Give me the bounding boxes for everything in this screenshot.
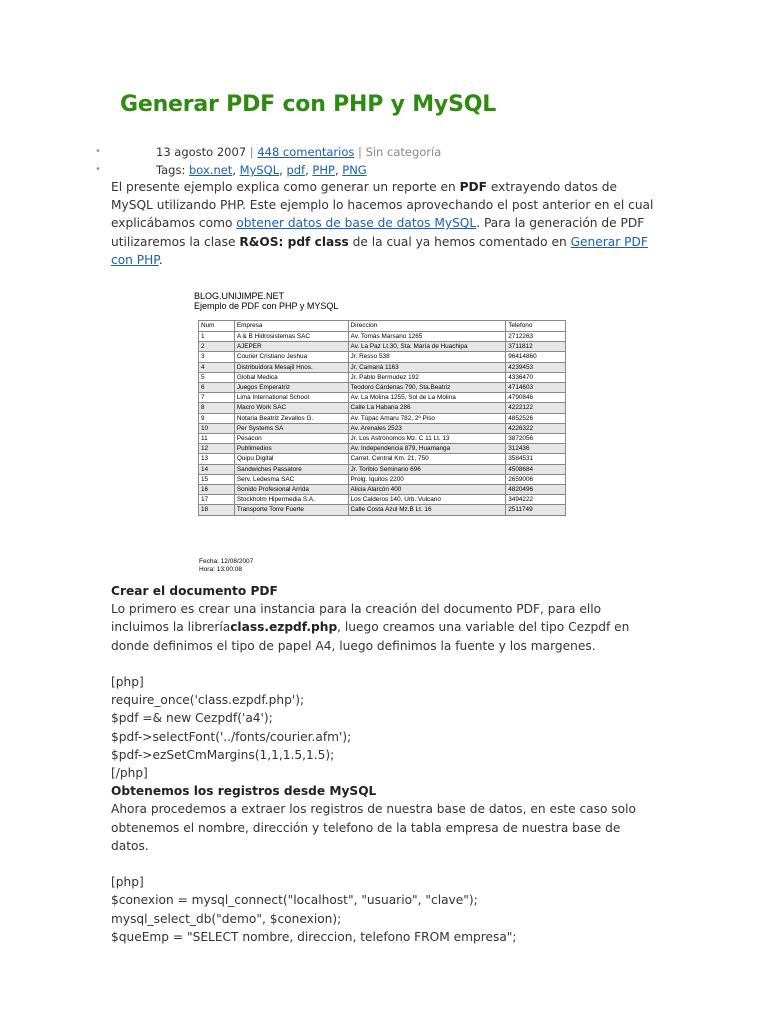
post-title: Generar PDF con PHP y MySQL [120,92,497,117]
table-row [199,495,566,505]
tag-separator: , [334,163,343,177]
table-row [199,413,566,423]
empresa-table [198,320,566,516]
table-cell: 18 [199,505,235,515]
tag-link-mysql[interactable]: MySQL [239,163,280,177]
table-cell: 96414860 [506,352,566,362]
table-cell: Jr. Resso 538 [348,352,506,362]
col-header: Telefono [506,321,566,332]
table-cell: 312436 [506,444,566,454]
table-cell: 2 [199,342,235,352]
col-header: Direccion [348,321,506,332]
code-line: $queEmp = "SELECT nombre, direccion, telefono FROM empresa"; [111,929,517,944]
table-cell: 4790846 [506,393,566,403]
table-cell: Notaria Beatriz Zevallos G. [234,413,348,423]
table-cell: Alicia Alarcón 400 [348,485,506,495]
meta-separator: | [358,145,362,159]
intro-text: extrayendo datos de MySQL utilizando PHP. Este ejemplo lo hacemos aprovechando el post anterior en el cual explicábamos como [111,180,654,231]
table-row [199,454,566,464]
table-cell: Stockholm Hipermedia S.A. [234,495,348,505]
table-cell: 15 [199,474,235,484]
table-cell: 7 [199,393,235,403]
section-heading-crear: Crear el documento PDF [111,584,278,598]
bullet-icon: • [95,146,101,157]
table-cell: Calle Costa Azul Mz.B Lt. 16 [348,505,506,515]
table-cell: Juegos Emperatriz [234,383,348,393]
table-cell: 3494222 [506,495,566,505]
figure-date: Fecha: 12/08/2007 [199,558,254,565]
table-cell: 10 [199,423,235,433]
link-generar-pdf[interactable]: Generar PDF con PHP [111,234,648,267]
table-cell: Jr. Camaná 1163 [348,362,506,372]
table-cell: 3872056 [506,434,566,444]
table-cell: 6 [199,383,235,393]
tag-link-box-net[interactable]: box.net [189,163,233,177]
table-cell: 3584531 [506,454,566,464]
table-cell: Serv. Ledesma SAC [234,474,348,484]
table-row [199,332,566,342]
tag-link-png[interactable]: PNG [342,163,367,177]
table-cell: 5 [199,372,235,382]
tag-separator: , [305,163,313,177]
table-cell: 4239453 [506,362,566,372]
section1-bold: class.ezpdf.php [230,620,338,635]
section-heading-obtenemos: Obtenemos los registros desde MySQL [111,784,377,799]
table-cell: Jr. Los Astrónomos Mz. C 11 Lt. 13 [348,434,506,444]
code-line: [/php] [111,766,148,781]
table-cell: Macro Work SAC [234,403,348,413]
table-cell: 4226322 [506,423,566,433]
table-cell: 12 [199,444,235,454]
table-cell: 2712263 [506,332,566,342]
table-cell: Transporte Torre Fuerte [234,505,348,515]
code-line: $pdf->selectFont('../fonts/courier.afm'); [111,729,352,744]
table-cell: Publimedios [234,444,348,454]
table-cell: Av. Túpac Amaru 782, 2º Piso [348,413,506,423]
table-cell: Carret. Central Km. 21, 750 [348,454,506,464]
code-line: [php] [111,675,144,689]
table-cell: Av. Independencia 879, Huamanga [348,444,506,454]
table-cell: Pesacon [234,434,348,444]
table-cell: 17 [199,495,235,505]
table-cell: A & B Hidrosistemas SAC [234,332,348,342]
figure-header [194,291,572,311]
table-cell: 3711812 [506,342,566,352]
table-cell: Jr. Toribio Seminario 696 [348,464,506,474]
code-line: $pdf->ezSetCmMargins(1,1,1.5,1.5); [111,747,335,762]
table-cell: 1 [199,332,235,342]
table-cell: 16 [199,485,235,495]
table-row [199,372,566,382]
code-line: $pdf =& new Cezpdf('a4'); [111,711,273,726]
code-line: require_once('class.ezpdf.php'); [111,693,305,708]
code-line: [php] [111,875,144,890]
table-cell: 13 [199,454,235,464]
meta-separator: | [249,145,254,159]
intro-text: . Para la generación de PDF utilizaremos la clase [111,216,645,249]
intro-text: El presente ejemplo explica como generar un reporte en [111,180,460,194]
figure-header-site: BLOG.UNIJIMPE.NET [194,291,285,301]
table-cell: 4820496 [506,485,566,495]
table-cell: Lima International School [234,393,348,403]
post-category: Sin categoría [365,145,442,159]
intro-text: de la cual ya hemos comentado en [348,234,571,249]
table-cell: Global Medica [234,372,348,382]
table-cell: Courier Cristiano Jeshua [234,352,348,362]
section1-text: , luego creamos una variable del tipo Cezpdf en donde definimos el tipo de papel A4, luego definimos la fuente y los margenes. [111,620,630,653]
intro-paragraph [111,178,656,269]
comments-link[interactable]: 448 comentarios [257,145,355,159]
table-cell: Jr. Pablo Bermudez 192 [348,372,506,382]
table-cell: Distribuidora Mesajil Hnos. [234,362,348,372]
table-row [199,474,566,484]
table-header-row [199,321,566,332]
table-cell: 4852526 [506,413,566,423]
table-row [199,485,566,495]
table-row [199,423,566,433]
col-header: Num [199,321,235,332]
section2-paragraph: Ahora procedemos a extraer los registros de nuestra base de datos, en este caso solo obtenemos el nombre, dirección y telefono de la tabla empresa de nuestra base de datos. [111,802,636,853]
table-row [199,383,566,393]
link-obtener-datos[interactable]: obtener datos de base de datos MySQL [236,216,477,231]
tags-label: Tags: [156,163,186,177]
table-row [199,434,566,444]
code-line: mysql_select_db("demo", $conexion); [111,911,342,926]
pdf-report-image [194,291,572,580]
table-row [199,342,566,352]
table-cell: Av. La Paz Lt.30, Sta. María de Huachipa [348,342,506,352]
intro-text: . [158,252,163,267]
tag-separator: , [232,163,240,177]
table-body [199,332,566,516]
table-row [199,464,566,474]
tag-separator: , [279,163,287,177]
bullet-icon: • [95,164,101,175]
table-cell: Quipu Digital [234,454,348,464]
post-content-continued [111,582,656,946]
section1-paragraph [111,600,656,655]
table-cell: 14 [199,464,235,474]
table-cell: 4508684 [506,464,566,474]
table-cell: AJEPER [234,342,348,352]
tag-link-php[interactable]: PHP [312,163,335,177]
post-date: 13 agosto 2007 [156,145,247,159]
table-cell: 4222122 [506,403,566,413]
table-cell: Los Calderos 140, Urb. Vulcano [348,495,506,505]
figure-footer [199,558,253,574]
table-cell: 2659006 [506,474,566,484]
table-cell: Prolg. Iquitos 2200 [348,474,506,484]
table-cell: Av. La Molina 1255, Sol de La Molina [348,393,506,403]
section1-text: Lo primero es crear una instancia para la creación del documento PDF, para ello incluimos la librería [111,602,602,635]
table-cell: Sandwiches Passatore [234,464,348,474]
table-row [199,362,566,372]
table-cell: 4714603 [506,383,566,393]
table-row [199,403,566,413]
table-cell: Sonido Profesional Arrida [234,485,348,495]
table-row [199,393,566,403]
table-cell: 9 [199,413,235,423]
code-line: $conexion = mysql_connect("localhost", "usuario", "clave"); [111,893,478,908]
post-content [111,178,656,269]
figure-header-subtitle: Ejemplo de PDF con PHP y MYSQL [194,301,339,311]
table-cell: 4336470 [506,372,566,382]
table-cell: Av. Tomás Marsano 1265 [348,332,506,342]
table-cell: 11 [199,434,235,444]
table-cell: 4 [199,362,235,372]
table-cell: Per Systems SA [234,423,348,433]
table-cell: Av. Arenales 2523 [348,423,506,433]
table-cell: 3 [199,352,235,362]
table-row [199,352,566,362]
figure-time: Hora: 13:00:08 [199,566,243,573]
col-header: Empresa [234,321,348,332]
table-cell: 2511749 [506,505,566,515]
table-cell: 8 [199,403,235,413]
intro-bold-pdf: PDF [459,180,487,194]
table-cell: Teodoro Cárdenas 790, Sta.Beatriz [348,383,506,393]
intro-bold-class: R&OS: pdf class [239,234,349,249]
table-row [199,444,566,454]
table-row [199,505,566,515]
tag-link-pdf[interactable]: pdf [286,163,306,177]
table-cell: Calle La Habana 286 [348,403,506,413]
